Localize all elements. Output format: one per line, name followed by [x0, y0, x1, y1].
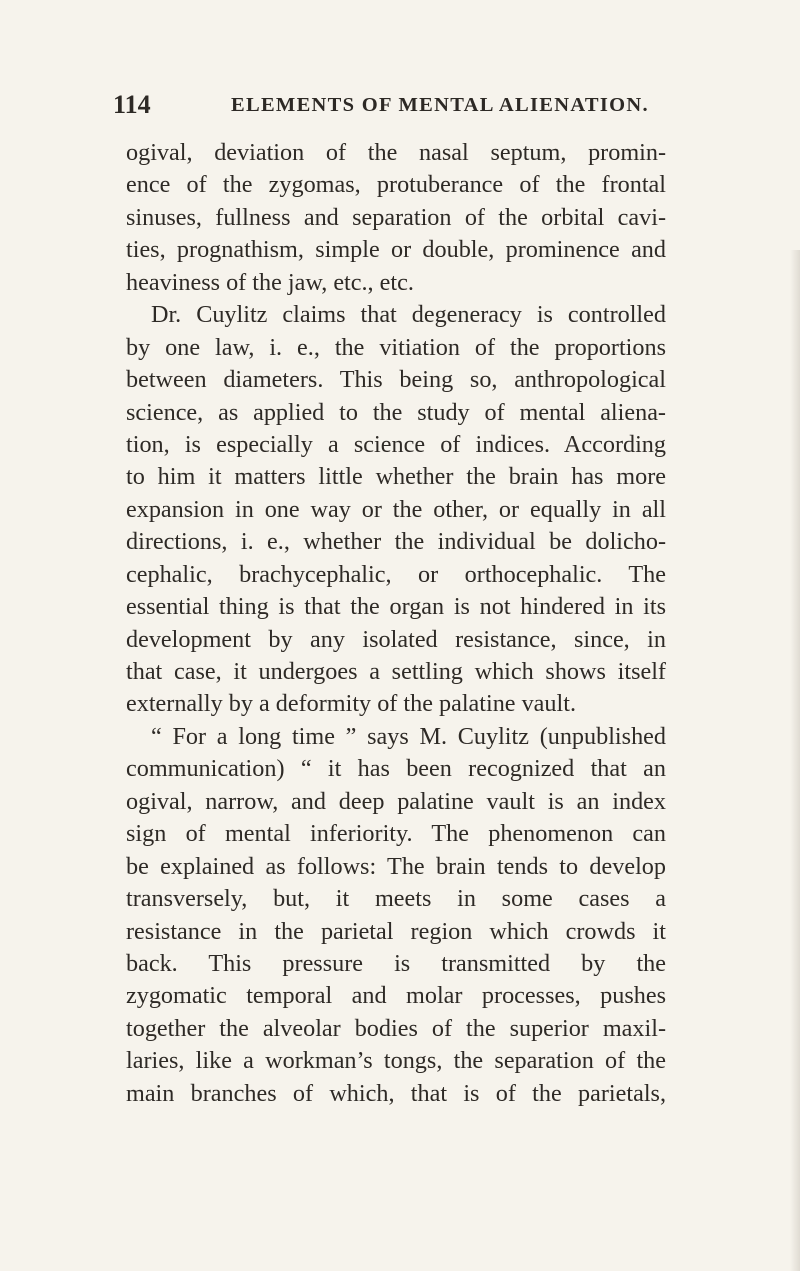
text-line: development by any isolated resistance, since, in: [126, 625, 666, 653]
text-line: externally by a deformity of the palatine vault.: [126, 690, 576, 718]
text-line: sinuses, fullness and separation of the orbital cavi-: [126, 203, 666, 231]
text-line: resistance in the parietal region which crowds it: [126, 917, 666, 945]
text-line: ties, prognathism, simple or double, prominence and: [126, 236, 666, 264]
text-line: “ For a long time ” says M. Cuylitz (unpublished: [151, 722, 666, 750]
text-line: that case, it undergoes a settling which shows itself: [126, 658, 666, 685]
running-head: ELEMENTS OF MENTAL ALIENATION.: [231, 94, 649, 116]
text-line: be explained as follows: The brain tends to develop: [126, 852, 666, 880]
text-line: essential thing is that the organ is not hindered in its: [126, 593, 666, 621]
text-line: main branches of which, that is of the parietals,: [126, 1079, 666, 1107]
text-line: directions, i. e., whether the individual be dolicho-: [126, 528, 666, 556]
text-line: heaviness of the jaw, etc., etc.: [126, 268, 414, 296]
text-line: ence of the zygomas, protuberance of the frontal: [126, 171, 666, 199]
text-line: Dr. Cuylitz claims that degeneracy is controlled: [151, 301, 666, 329]
text-line: science, as applied to the study of mental aliena-: [126, 398, 666, 426]
text-line: by one law, i. e., the vitiation of the proportions: [126, 333, 666, 361]
text-line: sign of mental inferiority. The phenomenon can: [126, 820, 666, 848]
text-line: to him it matters little whether the brain has more: [126, 463, 666, 491]
text-line: transversely, but, it meets in some cases a: [126, 885, 666, 913]
text-line: communication) “ it has been recognized that an: [126, 755, 666, 783]
body-text: [126, 137, 666, 1110]
text-line: between diameters. This being so, anthropological: [126, 366, 666, 394]
text-line: laries, like a workman’s tongs, the separation of the: [126, 1047, 666, 1075]
text-line: together the alveolar bodies of the superior maxil-: [126, 1014, 666, 1042]
page-edge-shadow: [790, 250, 800, 1271]
text-line: expansion in one way or the other, or equally in all: [126, 495, 666, 523]
text-line: back. This pressure is transmitted by the: [126, 949, 666, 977]
page-number: 114: [113, 90, 151, 119]
text-line: ogival, narrow, and deep palatine vault is an index: [126, 787, 666, 815]
text-line: cephalic, brachycephalic, or orthocephalic. The: [126, 560, 666, 588]
text-line: zygomatic temporal and molar processes, pushes: [126, 982, 666, 1010]
page-header: [113, 90, 673, 126]
text-line: tion, is especially a science of indices. According: [126, 430, 666, 458]
text-line: ogival, deviation of the nasal septum, promin-: [126, 139, 666, 166]
